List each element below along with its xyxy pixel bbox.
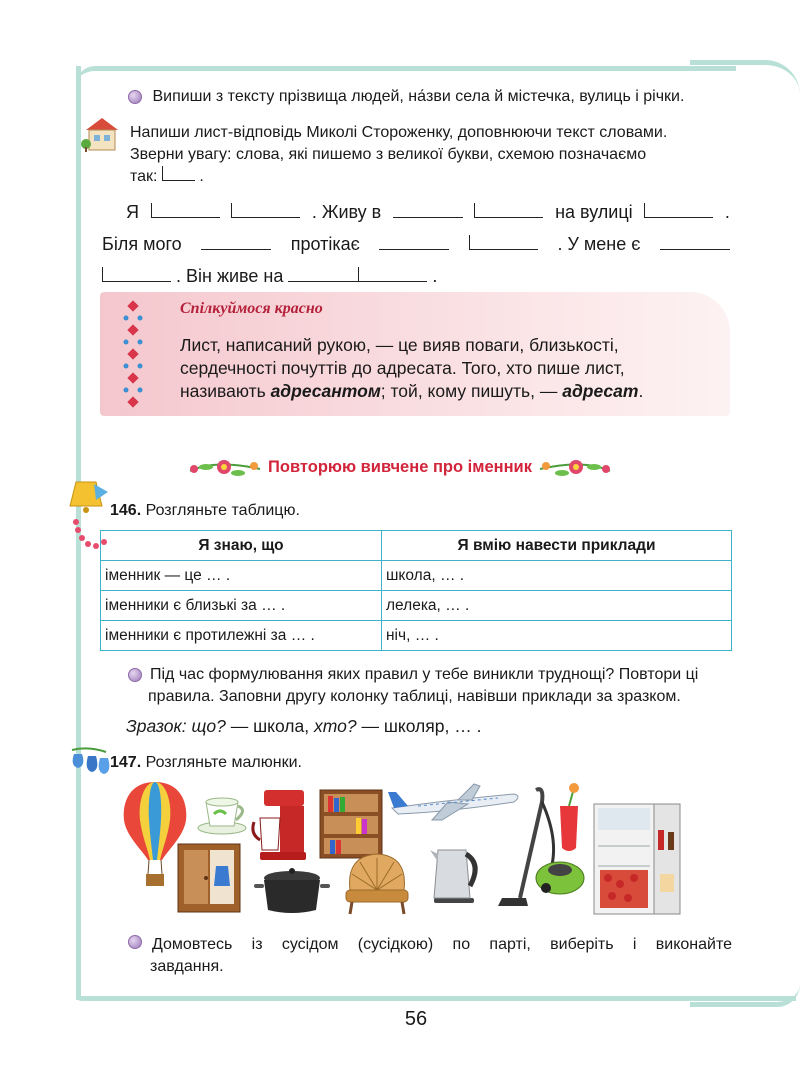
- page-frame-top-tail: [690, 60, 800, 95]
- page-frame-bottom: [76, 996, 796, 1001]
- exercise-row-1: Я . Живу в на вулиці .: [126, 202, 730, 222]
- cup-icon: [196, 792, 248, 836]
- bullet-icon: [128, 90, 142, 104]
- blank-capital[interactable]: [102, 267, 171, 282]
- ex146-task: Під час формулювання яких правил у тебе виникли труднощі? Повтори ці правила. Заповни другу колонку таблиці, навівши приклади за зразком.: [128, 664, 738, 708]
- fridge-icon: [592, 800, 682, 916]
- task-a: [128, 86, 684, 108]
- table-cell: школа, … .: [382, 561, 732, 591]
- blank-capital[interactable]: [474, 203, 543, 218]
- floral-ornament-right-icon: [536, 455, 614, 481]
- table-header: Я вмію навести приклади: [382, 531, 732, 561]
- capital-scheme-mark: [162, 166, 195, 181]
- blank-capital[interactable]: [151, 203, 220, 218]
- note-text: Лист, написаний рукою, — це вияв поваги, близькості, сердечності почуттів до адресата. Того, хто пише лист, називають адресантом; той, кому пишуть, — адресат.: [180, 335, 644, 401]
- table-cell: іменники є близькі за … .: [101, 591, 382, 621]
- bullet-icon: [128, 668, 142, 682]
- blank-capital[interactable]: [358, 267, 427, 282]
- table-cell: іменник — це … .: [101, 561, 382, 591]
- coffee-maker-icon: [250, 786, 310, 864]
- ex146-sample: Зразок: що? — школа, хто? — школяр, … .: [126, 716, 482, 736]
- table-row: [101, 591, 732, 621]
- knowledge-table: [100, 530, 732, 651]
- blank-capital[interactable]: [644, 203, 713, 218]
- task-b-line-3: так: .: [130, 168, 204, 185]
- table-header: Я знаю, що: [101, 531, 382, 561]
- blank[interactable]: [660, 235, 730, 250]
- kettle-icon: [426, 840, 482, 904]
- blank-capital[interactable]: [469, 235, 538, 250]
- pot-icon: [252, 864, 332, 916]
- vase-icon: [552, 782, 586, 854]
- table-row: [101, 561, 732, 591]
- table-header-row: [101, 531, 732, 561]
- ex147-text: Розгляньте малюнки.: [145, 754, 302, 771]
- task-b-line-1: Напиши лист-відповідь Миколі Стороженку, доповнюючи текст словами.: [130, 124, 668, 141]
- house-icon: [80, 114, 124, 154]
- note-title: Спілкуймося красно: [180, 300, 323, 317]
- bullet-icon: [128, 935, 142, 949]
- page-frame-top: [76, 66, 736, 85]
- ex147-number: 147.: [110, 754, 142, 771]
- page-number: 56: [404, 1008, 428, 1030]
- chair-icon: [342, 850, 412, 916]
- wardrobe-icon: [176, 842, 242, 914]
- exercise-row-3: . Він живе на .: [102, 260, 730, 292]
- blank[interactable]: [393, 203, 463, 218]
- ex146-text: Розгляньте таблицю.: [145, 502, 300, 519]
- ex147-task: Домовтесь із сусідом (сусідкою) по парті, виберіть і виконайте завдання.: [128, 934, 732, 978]
- table-cell: лелека, … .: [382, 591, 732, 621]
- fill-in-exercise: [102, 196, 730, 292]
- section-heading: [0, 455, 800, 481]
- table-cell: ніч, … .: [382, 621, 732, 651]
- section-title: Повторюю вивчене про іменник: [268, 458, 532, 477]
- blank[interactable]: [288, 267, 358, 282]
- embroidery-ornament-icon: [122, 300, 144, 412]
- bluebell-flowers-icon: [66, 746, 112, 782]
- floral-ornament-left-icon: [186, 455, 264, 481]
- page-frame-bottom-tail: [690, 984, 800, 1007]
- term-addressee: адресат: [562, 381, 639, 401]
- ex147-heading: [110, 752, 302, 774]
- table-row: [101, 621, 732, 651]
- ex146-number: 146.: [110, 502, 142, 519]
- blank[interactable]: [379, 235, 449, 250]
- task-a-text: Випиши з тексту прізвища людей, на́зви села й містечка, вулиць і річки.: [152, 88, 685, 105]
- exercise-row-2: Біля мого протікає . У мене є: [102, 228, 730, 260]
- blank[interactable]: [201, 235, 271, 250]
- ex146-heading: [110, 500, 300, 522]
- blank-capital[interactable]: [231, 203, 300, 218]
- term-addresser: адресантом: [270, 381, 381, 401]
- task-b: [130, 122, 730, 188]
- task-b-line-2: Зверни увагу: слова, які пишемо з великої букви, схемою позначаємо: [130, 146, 647, 163]
- table-cell: іменники є протилежні за … .: [101, 621, 382, 651]
